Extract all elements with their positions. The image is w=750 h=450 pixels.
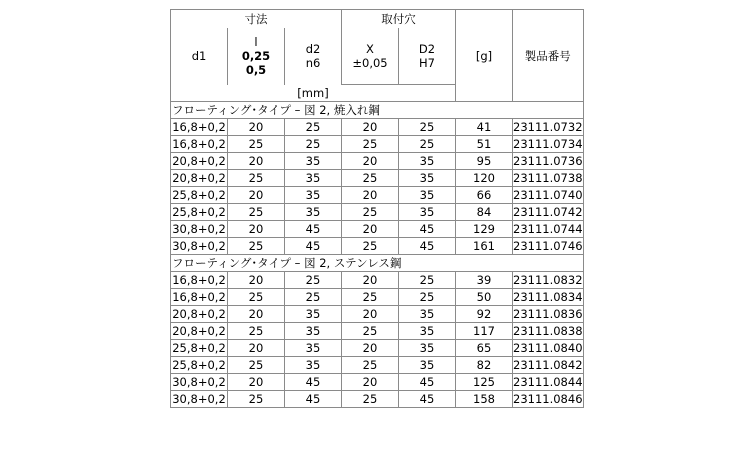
header-dimensions: 寸法 <box>171 10 342 29</box>
cell-g: 125 <box>456 374 513 391</box>
cell-pn: 23111.0732 <box>513 120 583 134</box>
header-d2-symbol: d2 <box>305 42 321 57</box>
cell-pn: 23111.0744 <box>513 222 583 236</box>
cell-d2: 35 <box>285 153 342 170</box>
cell-l: 25 <box>228 391 285 408</box>
cell-d1: 30,8+0,2 <box>172 392 226 406</box>
cell-d2: 35 <box>285 170 342 187</box>
cell-d2: 45 <box>285 391 342 408</box>
cell-d2: 25 <box>399 136 456 153</box>
cell-d2: 35 <box>399 187 456 204</box>
cell-g: 65 <box>456 340 513 357</box>
cell-pn: 23111.0842 <box>513 358 583 372</box>
header-l-tol1: 0,25 <box>241 49 271 64</box>
cell-g: 117 <box>456 323 513 340</box>
cell-pn: 23111.0836 <box>513 307 583 321</box>
table-row <box>171 374 584 391</box>
cell-d2: 45 <box>285 374 342 391</box>
cell-g: 82 <box>456 357 513 374</box>
cell-d1: 16,8+0,2 <box>172 137 226 151</box>
cell-g: 95 <box>456 153 513 170</box>
cell-x: 25 <box>342 289 399 306</box>
cell-x: 25 <box>342 323 399 340</box>
cell-d1: 25,8+0,2 <box>172 188 226 202</box>
cell-d2: 25 <box>285 272 342 289</box>
cell-d1: 20,8+0,2 <box>172 307 226 321</box>
cell-d2: 45 <box>285 221 342 238</box>
cell-pn: 23111.0840 <box>513 341 583 355</box>
table-row <box>171 170 584 187</box>
table-row <box>171 136 584 153</box>
spec-table <box>170 9 584 408</box>
cell-d2: 35 <box>285 204 342 221</box>
cell-x: 20 <box>342 272 399 289</box>
cell-d2: 35 <box>399 153 456 170</box>
cell-d1: 25,8+0,2 <box>172 341 226 355</box>
header-D2 <box>399 28 456 85</box>
cell-x: 25 <box>342 204 399 221</box>
cell-d2: 25 <box>399 119 456 136</box>
cell-pn: 23111.0736 <box>513 154 583 168</box>
cell-d1: 16,8+0,2 <box>172 273 226 287</box>
cell-d2: 35 <box>399 204 456 221</box>
table-row <box>171 357 584 374</box>
cell-l: 25 <box>228 238 285 255</box>
cell-x: 20 <box>342 306 399 323</box>
cell-x: 20 <box>342 119 399 136</box>
cell-x: 25 <box>342 170 399 187</box>
cell-d2: 35 <box>399 306 456 323</box>
cell-pn: 23111.0832 <box>513 273 583 287</box>
cell-x: 20 <box>342 340 399 357</box>
cell-d1: 25,8+0,2 <box>172 205 226 219</box>
header-l <box>228 28 285 85</box>
cell-l: 25 <box>228 357 285 374</box>
cell-d2: 25 <box>285 136 342 153</box>
cell-l: 20 <box>228 374 285 391</box>
cell-d1: 20,8+0,2 <box>172 154 226 168</box>
cell-l: 20 <box>228 153 285 170</box>
header-d1: d1 <box>171 28 228 85</box>
cell-d1: 30,8+0,2 <box>172 239 226 253</box>
cell-d2: 45 <box>399 374 456 391</box>
cell-g: 51 <box>456 136 513 153</box>
cell-d2: 35 <box>399 170 456 187</box>
cell-l: 20 <box>228 272 285 289</box>
header-D2-fit: H7 <box>419 56 435 70</box>
cell-d2: 35 <box>285 187 342 204</box>
cell-g: 120 <box>456 170 513 187</box>
table-row <box>171 238 584 255</box>
cell-d2: 35 <box>285 357 342 374</box>
header-x-tol: ±0,05 <box>352 56 388 70</box>
cell-pn: 23111.0746 <box>513 239 583 253</box>
cell-d2: 35 <box>285 323 342 340</box>
table-row <box>171 340 584 357</box>
cell-d2: 35 <box>399 323 456 340</box>
header-d2 <box>285 28 342 85</box>
header-l-tol2: 0,5 <box>245 63 267 78</box>
header-part-number: 製品番号 <box>513 10 584 102</box>
cell-d2: 35 <box>285 340 342 357</box>
cell-g: 161 <box>456 238 513 255</box>
cell-d2: 25 <box>399 289 456 306</box>
cell-d2: 35 <box>399 357 456 374</box>
cell-g: 39 <box>456 272 513 289</box>
table-row <box>171 187 584 204</box>
cell-x: 20 <box>342 221 399 238</box>
cell-d2: 35 <box>399 340 456 357</box>
cell-d2: 45 <box>399 391 456 408</box>
section-header-row <box>171 102 584 119</box>
cell-d1: 16,8+0,2 <box>172 120 226 134</box>
cell-pn: 23111.0740 <box>513 188 583 202</box>
cell-l: 20 <box>228 119 285 136</box>
cell-d2: 45 <box>399 221 456 238</box>
cell-d1: 25,8+0,2 <box>172 358 226 372</box>
table-row <box>171 153 584 170</box>
cell-pn: 23111.0844 <box>513 375 583 389</box>
header-unit: [mm] <box>171 85 456 102</box>
cell-l: 25 <box>228 323 285 340</box>
cell-d1: 30,8+0,2 <box>172 222 226 236</box>
cell-x: 25 <box>342 357 399 374</box>
section-header-row <box>171 255 584 272</box>
header-mounting-hole: 取付穴 <box>342 10 456 29</box>
table-row <box>171 289 584 306</box>
cell-d2: 45 <box>285 238 342 255</box>
cell-x: 20 <box>342 187 399 204</box>
cell-g: 129 <box>456 221 513 238</box>
cell-d2: 25 <box>399 272 456 289</box>
cell-pn: 23111.0742 <box>513 205 583 219</box>
cell-l: 20 <box>228 340 285 357</box>
cell-d2: 35 <box>285 306 342 323</box>
cell-pn: 23111.0834 <box>513 290 583 304</box>
cell-d1: 30,8+0,2 <box>172 375 226 389</box>
cell-l: 25 <box>228 289 285 306</box>
cell-l: 20 <box>228 187 285 204</box>
cell-d1: 16,8+0,2 <box>172 290 226 304</box>
cell-x: 25 <box>342 136 399 153</box>
cell-d2: 45 <box>399 238 456 255</box>
table-row <box>171 119 584 136</box>
header-row-groups <box>171 10 584 29</box>
cell-l: 25 <box>228 136 285 153</box>
cell-x: 20 <box>342 374 399 391</box>
cell-pn: 23111.0734 <box>513 137 583 151</box>
cell-g: 50 <box>456 289 513 306</box>
header-weight: [g] <box>456 10 513 102</box>
cell-d2: 25 <box>285 289 342 306</box>
cell-d1: 20,8+0,2 <box>172 324 226 338</box>
cell-g: 92 <box>456 306 513 323</box>
cell-d1: 20,8+0,2 <box>172 171 226 185</box>
header-x <box>342 28 399 85</box>
cell-x: 25 <box>342 391 399 408</box>
table-row <box>171 306 584 323</box>
cell-g: 41 <box>456 119 513 136</box>
cell-l: 25 <box>228 204 285 221</box>
cell-g: 158 <box>456 391 513 408</box>
section-title: フローティング･タイプ – 図 2, 焼入れ鋼 <box>171 102 584 119</box>
cell-d2: 25 <box>285 119 342 136</box>
cell-pn: 23111.0738 <box>513 171 583 185</box>
cell-pn: 23111.0838 <box>513 324 583 338</box>
table-row <box>171 272 584 289</box>
cell-x: 25 <box>342 238 399 255</box>
table-row <box>171 323 584 340</box>
cell-l: 25 <box>228 170 285 187</box>
table-row <box>171 221 584 238</box>
header-l-symbol: l <box>254 35 258 50</box>
cell-g: 66 <box>456 187 513 204</box>
cell-g: 84 <box>456 204 513 221</box>
cell-l: 20 <box>228 221 285 238</box>
header-x-symbol: X <box>366 42 374 56</box>
cell-pn: 23111.0846 <box>513 392 583 406</box>
cell-x: 20 <box>342 153 399 170</box>
header-d2-fit: n6 <box>305 56 321 71</box>
section-title: フローティング･タイプ – 図 2, ステンレス鋼 <box>171 255 584 272</box>
table-row <box>171 391 584 408</box>
header-D2-symbol: D2 <box>418 42 436 56</box>
table-row <box>171 204 584 221</box>
cell-l: 20 <box>228 306 285 323</box>
